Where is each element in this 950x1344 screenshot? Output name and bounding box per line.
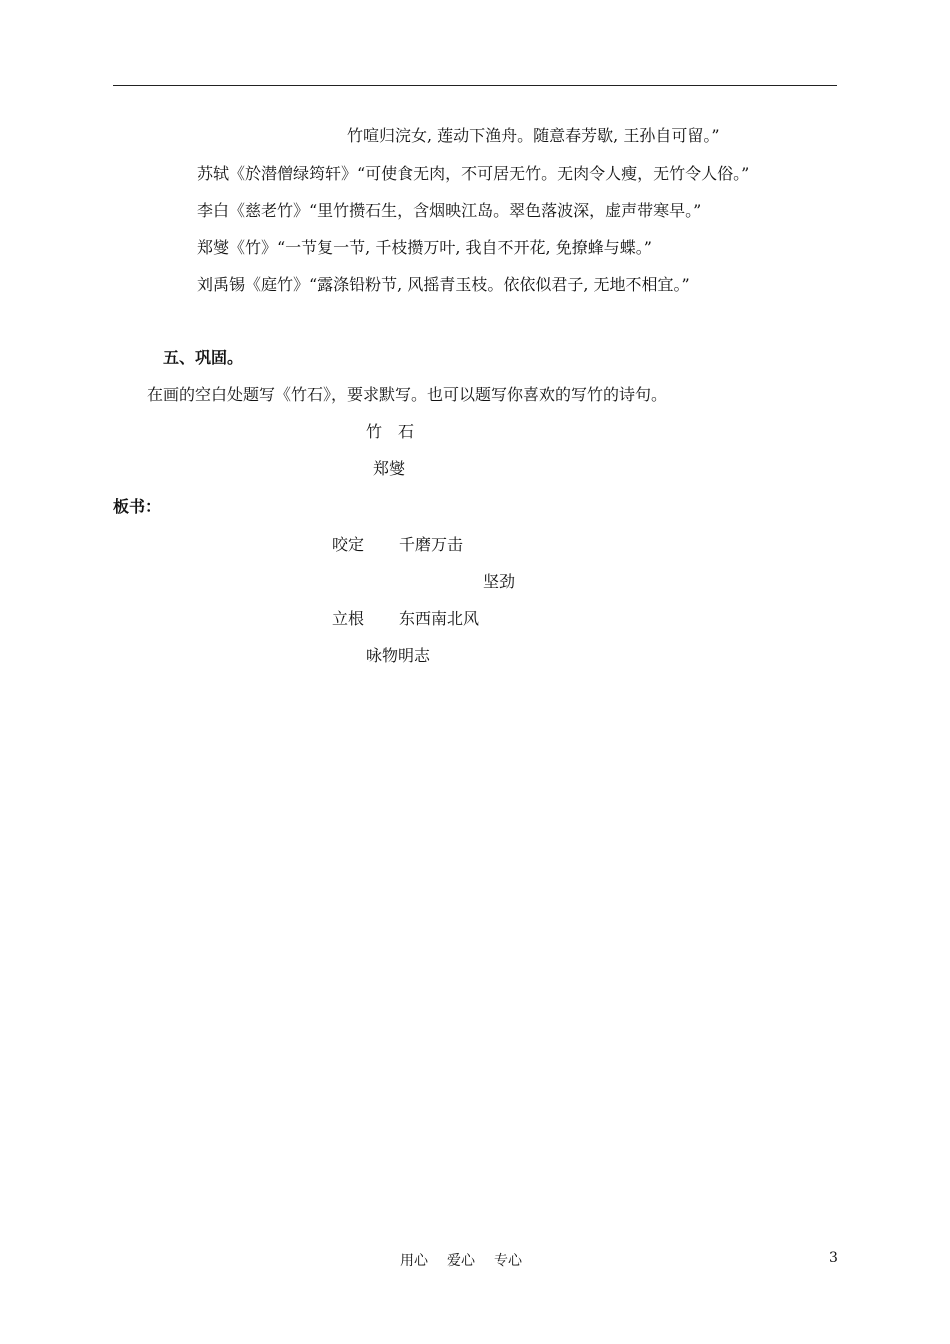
footer-motto bbox=[400, 1250, 522, 1270]
poem-author: 郑燮 bbox=[373, 459, 406, 478]
blackboard-row2-left: 立根 bbox=[332, 609, 365, 628]
header-rule bbox=[113, 85, 837, 86]
page-number: 3 bbox=[829, 1250, 838, 1266]
poem-title: 竹 石 bbox=[366, 422, 415, 441]
poem-line-sushi: 苏轼《於潜僧绿筠轩》“可使食无肉，不可居无竹。无肉令人瘦，无竹令人俗。” bbox=[197, 164, 750, 183]
poem-line-liuyuxi: 刘禹锡《庭竹》“露涤铅粉节, 风摇青玉枝。依依似君子, 无地不相宜。” bbox=[197, 275, 690, 294]
blackboard-row2-right: 东西南北风 bbox=[399, 609, 480, 628]
poem-line-zhengxie: 郑燮《竹》“一节复一节, 千枝攒万叶, 我自不开花, 免撩蜂与蝶。” bbox=[197, 238, 652, 257]
blackboard-label: 板书： bbox=[113, 497, 162, 516]
blackboard-bottom: 咏物明志 bbox=[366, 646, 431, 665]
blackboard-row1-right: 千磨万击 bbox=[399, 535, 464, 554]
section-heading-consolidate: 五、巩固。 bbox=[163, 348, 244, 367]
poem-line-libai: 李白《慈老竹》“里竹攒石生，含烟映江岛。翠色落波深，虚声带寒早。” bbox=[197, 201, 702, 220]
poem-line-wangwei-continuation: 竹喧归浣女, 莲动下渔舟。随意春芳歇, 王孙自可留。” bbox=[347, 126, 720, 145]
footer-motto-3: 专心 bbox=[494, 1253, 522, 1269]
blackboard-row1-left: 咬定 bbox=[332, 535, 365, 554]
footer-motto-1: 用心 bbox=[400, 1253, 428, 1269]
footer-motto-2: 爱心 bbox=[447, 1253, 475, 1269]
consolidation-instruction: 在画的空白处题写《竹石》，要求默写。也可以题写你喜欢的写竹的诗句。 bbox=[147, 385, 668, 404]
blackboard-center: 坚劲 bbox=[483, 572, 516, 591]
